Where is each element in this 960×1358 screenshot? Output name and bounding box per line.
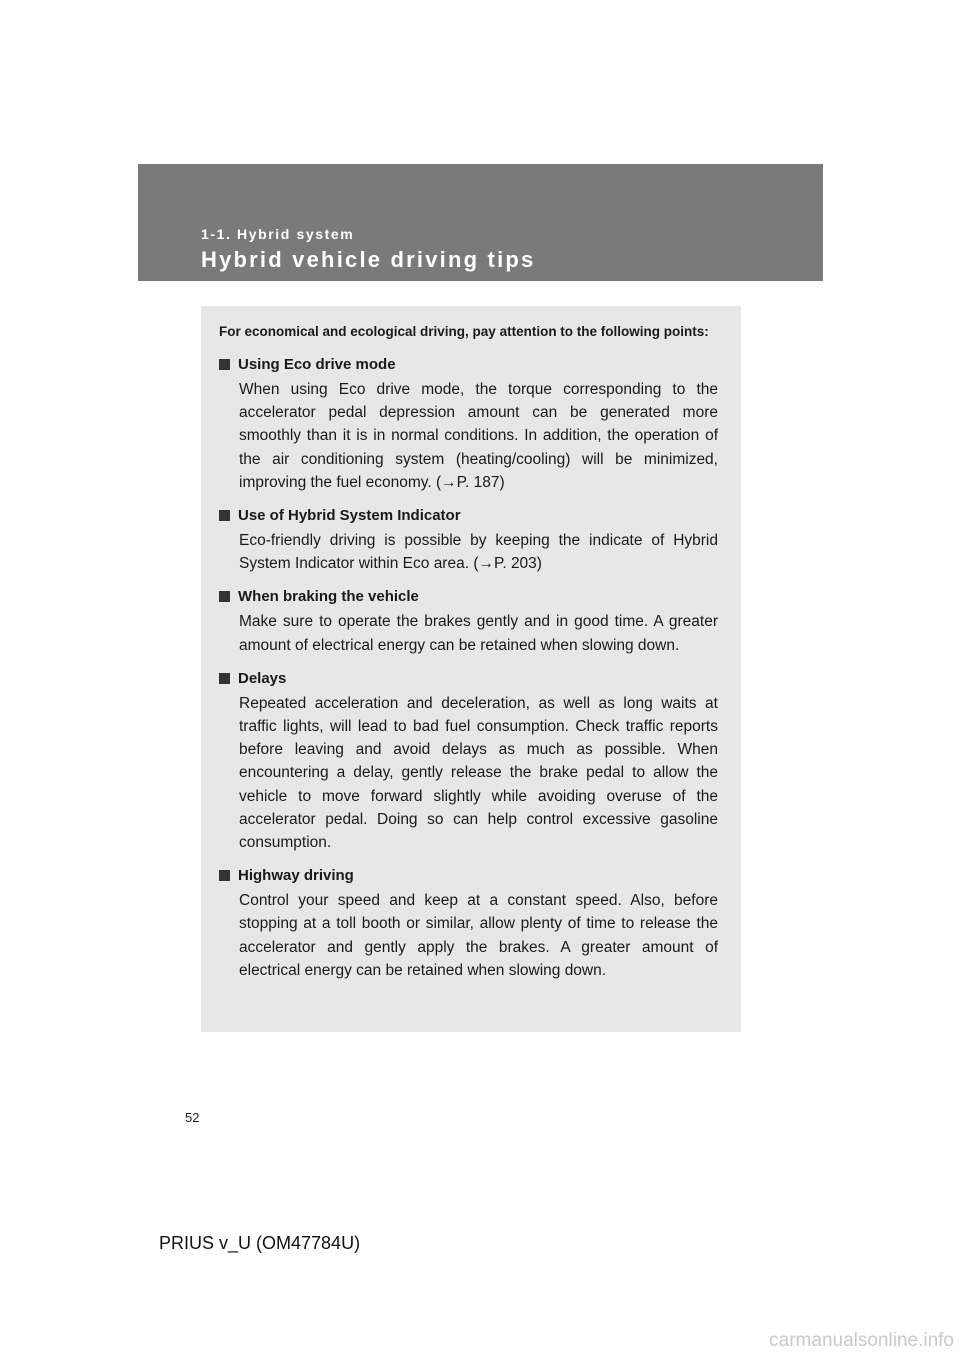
tip-heading-label: Using Eco drive mode xyxy=(238,356,396,373)
intro-text: For economical and ecological driving, pay attention to the following points: xyxy=(219,324,709,339)
tip-highway-driving xyxy=(219,864,718,982)
tip-body: Repeated acceleration and deceleration, as well as long waits at traffic lights, will lead to bad fuel consumption. Check traffic reports before leaving and avoid delays as much as possible. When encountering a delay, gently release the brake pedal to allow the vehicle to move forward slightly while avoiding overuse of the accelerator pedal. Doing so can help control excessive gasoline consumption. xyxy=(239,694,718,852)
section-label: 1-1. Hybrid system xyxy=(201,226,355,242)
footer-model-code: PRIUS v_U (OM47784U) xyxy=(159,1233,361,1253)
tip-body: Control your speed and keep at a constant speed. Also, before stopping at a toll booth or similar, allow plenty of time to release the accelerator and gently apply the brakes. A greater amount of electrical energy can be retained when slowing down. xyxy=(239,892,718,979)
tip-heading xyxy=(219,864,718,887)
tip-body: When using Eco drive mode, the torque corresponding to the accelerator pedal depression amount can be generated more smoothly than it is in normal conditions. In addition, the operation of the air conditioning system (heating/cooling) will be minimized, improving the fuel economy. (→P. 187) xyxy=(239,381,718,491)
square-bullet-icon xyxy=(219,673,230,684)
tips-box xyxy=(201,306,741,1032)
tip-body: Eco-friendly driving is possible by keeping the indicate of Hybrid System Indicator within Eco area. (→P. 203) xyxy=(239,532,718,573)
tip-heading xyxy=(219,667,718,690)
tip-eco-drive-mode xyxy=(219,353,718,494)
tip-heading xyxy=(219,504,718,527)
square-bullet-icon xyxy=(219,591,230,602)
tip-heading-label: Delays xyxy=(238,669,287,687)
square-bullet-icon xyxy=(219,359,230,370)
page-number: 52 xyxy=(185,1110,200,1125)
square-bullet-icon xyxy=(219,510,230,521)
square-bullet-icon xyxy=(219,870,230,881)
tip-heading-label: Use of Hybrid System Indicator xyxy=(238,507,461,525)
section-header-band xyxy=(138,164,823,281)
tip-heading xyxy=(219,585,718,608)
tip-heading-label: When braking the vehicle xyxy=(238,588,419,606)
tip-braking xyxy=(219,585,718,656)
watermark: carmanualsonline.info xyxy=(769,1330,954,1351)
tip-hybrid-system-indicator xyxy=(219,504,718,575)
tip-heading xyxy=(219,353,718,376)
tip-body: Make sure to operate the brakes gently and in good time. A greater amount of electrical energy can be retained when slowing down. xyxy=(239,613,718,654)
page-title: Hybrid vehicle driving tips xyxy=(201,247,536,272)
tip-delays xyxy=(219,667,718,854)
tip-heading-label: Highway driving xyxy=(238,867,354,885)
